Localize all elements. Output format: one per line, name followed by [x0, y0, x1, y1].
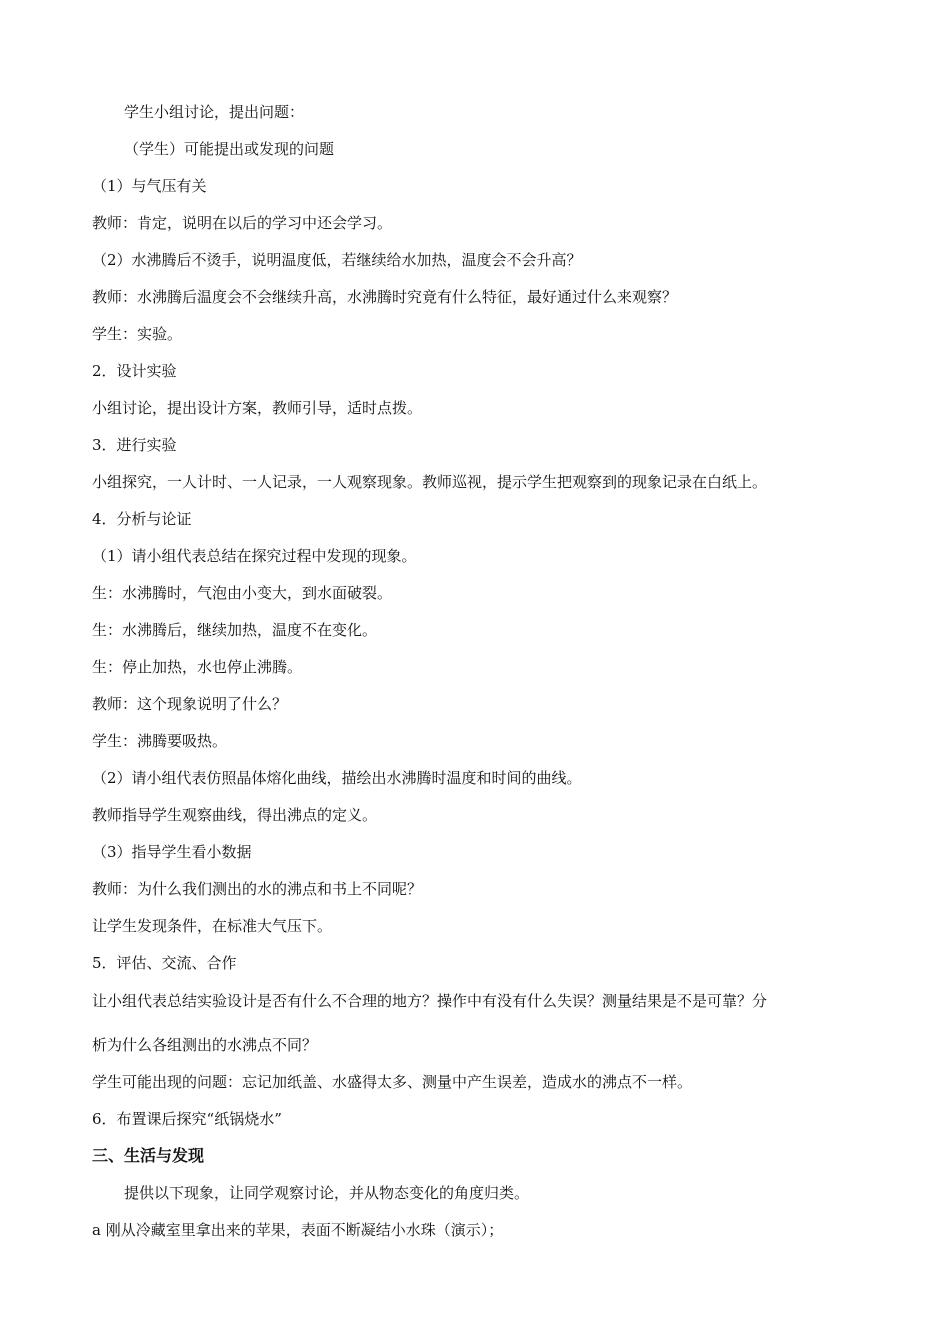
- paragraph-line: 教师：水沸腾后温度会不会继续升高，水沸腾时究竟有什么特征，最好通过什么来观察？: [92, 288, 678, 306]
- paragraph-line: 学生：沸腾要吸热。: [92, 732, 228, 750]
- paragraph-line: 生：水沸腾时，气泡由小变大，到水面破裂。: [92, 584, 393, 602]
- paragraph-line: 生：水沸腾后，继续加热，温度不在变化。: [92, 621, 378, 639]
- section-step: 4．分析与论证: [92, 510, 192, 528]
- section-step: 6．布置课后探究“纸锅烧水”: [92, 1110, 282, 1128]
- section-step: 2．设计实验: [92, 362, 177, 380]
- paragraph-line: 提供以下现象，让同学观察讨论，并从物态变化的角度归类。: [124, 1184, 530, 1202]
- paragraph-line: 教师：为什么我们测出的水的沸点和书上不同呢？: [92, 880, 423, 898]
- paragraph-line: 让小组代表总结实验设计是否有什么不合理的地方？操作中有没有什么失误？测量结果是不是可靠？分: [92, 992, 768, 1010]
- section-step: 5．评估、交流、合作: [92, 954, 237, 972]
- paragraph-line: （2）水沸腾后不烫手，说明温度低，若继续给水加热，温度会不会升高？: [92, 251, 582, 269]
- paragraph-line: a 刚从冷藏室里拿出来的苹果，表面不断凝结小水珠（演示）；: [92, 1221, 504, 1239]
- paragraph-line: 学生小组讨论，提出问题：: [124, 103, 305, 121]
- paragraph-line: 析为什么各组测出的水沸点不同？: [92, 1036, 318, 1054]
- paragraph-line: 教师：肯定，说明在以后的学习中还会学习。: [92, 214, 393, 232]
- paragraph-line: 学生：实验。: [92, 325, 183, 343]
- paragraph-line: 小组探究，一人计时、一人记录，一人观察现象。教师巡视，提示学生把观察到的现象记录在白纸上。: [92, 473, 768, 491]
- section-heading: 三、生活与发现: [92, 1146, 205, 1165]
- paragraph-line: 教师指导学生观察曲线，得出沸点的定义。: [92, 806, 378, 824]
- paragraph-line: （3）指导学生看小数据: [92, 843, 252, 861]
- section-step: 3．进行实验: [92, 436, 177, 454]
- paragraph-line: （2）请小组代表仿照晶体熔化曲线，描绘出水沸腾时温度和时间的曲线。: [92, 769, 582, 787]
- paragraph-line: 小组讨论，提出设计方案，教师引导，适时点拨。: [92, 399, 423, 417]
- paragraph-line: 让学生发现条件，在标准大气压下。: [92, 917, 333, 935]
- paragraph-line: （学生）可能提出或发现的问题: [124, 140, 335, 158]
- paragraph-line: 教师：这个现象说明了什么？: [92, 695, 288, 713]
- paragraph-line: （1）请小组代表总结在探究过程中发现的现象。: [92, 547, 417, 565]
- paragraph-line: 学生可能出现的问题：忘记加纸盖、水盛得太多、测量中产生误差，造成水的沸点不一样。: [92, 1073, 693, 1091]
- paragraph-line: （1）与气压有关: [92, 177, 207, 195]
- paragraph-line: 生：停止加热，水也停止沸腾。: [92, 658, 303, 676]
